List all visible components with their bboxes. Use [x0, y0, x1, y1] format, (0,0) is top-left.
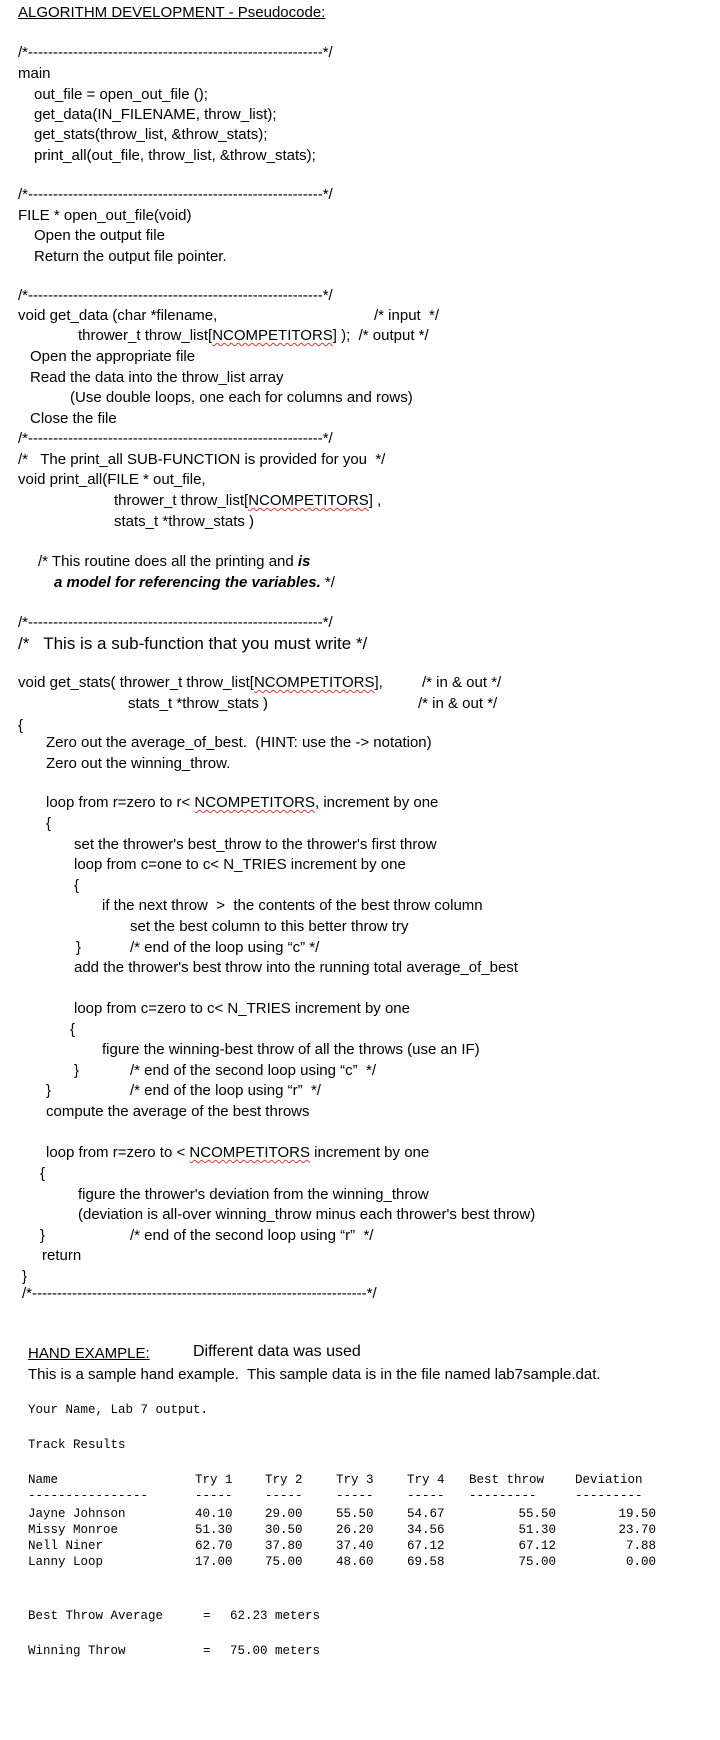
code-line: (deviation is all-over winning_throw minus each thrower's best throw) [78, 1206, 536, 1223]
param-comment: /* in & out */ [422, 674, 502, 691]
note-emphasis: is [297, 553, 311, 570]
column-header: Try 3 [336, 1473, 374, 1487]
separator-comment: /*-----------------------------------------------------------*/ [18, 614, 333, 631]
code-line: get_data(IN_FILENAME, throw_list); [34, 106, 277, 123]
note-line [54, 573, 335, 593]
best-throw-value: 75.00 [518, 1555, 556, 1569]
function-signature [114, 491, 381, 511]
deviation-value: 23.70 [618, 1523, 656, 1537]
code-comment: /* end of the second loop using “c” */ [130, 1062, 376, 1079]
code-line: set the best column to this better throw try [130, 918, 409, 935]
separator-comment: /*-------------------------------------------------------------------*/ [22, 1285, 377, 1302]
param-comment: /* input */ [374, 307, 440, 324]
column-rule: ---------------- [28, 1489, 149, 1503]
code-comment: /* end of the second loop using “r” */ [130, 1227, 374, 1244]
try-value: 48.60 [336, 1555, 374, 1569]
separator-comment: /*-----------------------------------------------------------*/ [18, 44, 333, 61]
code-line: compute the average of the best throws [46, 1103, 310, 1120]
main-label: main [18, 65, 51, 82]
code-line: Close the file [30, 410, 117, 427]
brace: } [40, 1227, 46, 1244]
brace: } [76, 939, 82, 956]
try-value: 34.56 [407, 1523, 445, 1537]
code-line: (Use double loops, one each for columns and rows) [70, 389, 413, 406]
column-header: Deviation [575, 1473, 643, 1487]
best-throw-value: 51.30 [518, 1523, 556, 1537]
code-line: get_stats(throw_list, &throw_stats); [34, 126, 268, 143]
sig-text: void get_stats( thrower_t throw_list[ [18, 674, 254, 691]
try-value: 37.80 [265, 1539, 303, 1553]
best-throw-value: 55.50 [518, 1507, 556, 1521]
code-line [46, 793, 438, 813]
brace: } [46, 1082, 52, 1099]
function-signature: stats_t *throw_stats ) [114, 513, 255, 530]
try-value: 37.40 [336, 1539, 374, 1553]
spellcheck-token: NCOMPETITORS [194, 794, 315, 811]
code-line: if the next throw > the contents of the best throw column [102, 897, 483, 914]
note-line [38, 552, 310, 572]
try-value: 26.20 [336, 1523, 374, 1537]
separator-comment: /*-----------------------------------------------------------*/ [18, 287, 333, 304]
best-throw-value: 67.12 [518, 1539, 556, 1553]
spellcheck-token: NCOMPETITORS [189, 1144, 310, 1161]
try-value: 51.30 [195, 1523, 233, 1537]
try-value: 67.12 [407, 1539, 445, 1553]
thrower-name: Jayne Johnson [28, 1507, 126, 1521]
thrower-name: Lanny Loop [28, 1555, 104, 1569]
average-label: Best Throw Average [28, 1609, 164, 1623]
output-header: Your Name, Lab 7 output. [28, 1403, 209, 1417]
code-line: out_file = open_out_file (); [34, 86, 208, 103]
code-comment: /* end of the loop using “c” */ [130, 939, 320, 956]
function-signature [18, 673, 383, 693]
try-value: 17.00 [195, 1555, 233, 1569]
separator-comment: /*-----------------------------------------------------------*/ [18, 430, 333, 447]
average-value: 62.23 meters [230, 1609, 321, 1623]
code-line: add the thrower's best throw into the running total average_of_best [74, 959, 518, 976]
column-header: Best throw [469, 1473, 545, 1487]
brace: { [18, 717, 24, 734]
note-emphasis: a model for referencing the variables. [54, 574, 321, 591]
winning-throw-equals: = [203, 1644, 211, 1658]
function-signature: stats_t *throw_stats ) [128, 695, 269, 712]
try-value: 29.00 [265, 1507, 303, 1521]
deviation-value: 0.00 [625, 1555, 656, 1569]
code-line: Open the appropriate file [30, 348, 196, 365]
try-value: 62.70 [195, 1539, 233, 1553]
code-line: figure the thrower's deviation from the winning_throw [78, 1186, 429, 1203]
winning-throw-label: Winning Throw [28, 1644, 126, 1658]
sig-text: ], [374, 674, 383, 691]
column-rule: --------- [469, 1489, 537, 1503]
code-text: increment by one [309, 1144, 430, 1161]
code-line: Zero out the average_of_best. (HINT: use the -> notation) [46, 734, 432, 751]
try-value: 69.58 [407, 1555, 445, 1569]
sig-text: ] , [368, 492, 382, 509]
winning-throw-value: 75.00 meters [230, 1644, 321, 1658]
column-rule: ----- [195, 1489, 233, 1503]
code-line: return [42, 1247, 82, 1264]
brace: } [74, 1062, 80, 1079]
code-line: print_all(out_file, throw_list, &throw_stats); [34, 147, 316, 164]
brace: { [74, 877, 80, 894]
code-line: loop from c=zero to c< N_TRIES increment by one [74, 1000, 410, 1017]
average-equals: = [203, 1609, 211, 1623]
note-text: /* This routine does all the printing and [38, 553, 298, 570]
section-comment: /* This is a sub-function that you must write */ [18, 634, 368, 653]
deviation-value: 7.88 [625, 1539, 656, 1553]
column-header: Try 4 [407, 1473, 445, 1487]
code-line: Open the output file [34, 227, 165, 244]
brace: { [70, 1021, 76, 1038]
brace: { [46, 815, 52, 832]
section-comment: /* The print_all SUB-FUNCTION is provided for you */ [18, 451, 386, 468]
sig-text: ] ); /* output */ [332, 327, 429, 344]
column-rule: ----- [265, 1489, 303, 1503]
separator-comment: /*-----------------------------------------------------------*/ [18, 186, 333, 203]
code-line: set the thrower's best_throw to the thrower's first throw [74, 836, 437, 853]
sig-text: thrower_t throw_list[ [114, 492, 249, 509]
code-text: , increment by one [314, 794, 439, 811]
brace: } [22, 1268, 28, 1285]
column-rule: --------- [575, 1489, 643, 1503]
code-line: loop from c=one to c< N_TRIES increment by one [74, 856, 406, 873]
function-signature: FILE * open_out_file(void) [18, 207, 192, 224]
code-line: Zero out the winning_throw. [46, 755, 231, 772]
sig-text: thrower_t throw_list[ [78, 327, 213, 344]
try-value: 75.00 [265, 1555, 303, 1569]
hand-example-description: This is a sample hand example. This sample data is in the file named lab7sample.dat. [28, 1366, 601, 1383]
code-comment: /* end of the loop using “r” */ [130, 1082, 321, 1099]
function-signature: void print_all(FILE * out_file, [18, 471, 206, 488]
code-line: Return the output file pointer. [34, 248, 227, 265]
column-header: Name [28, 1473, 59, 1487]
hand-example-title: HAND EXAMPLE: [28, 1345, 150, 1362]
output-title: Track Results [28, 1438, 126, 1452]
code-text: loop from r=zero to < [46, 1144, 190, 1161]
function-signature [78, 326, 429, 346]
brace: { [40, 1165, 46, 1182]
try-value: 55.50 [336, 1507, 374, 1521]
code-line [46, 1143, 429, 1163]
thrower-name: Nell Niner [28, 1539, 104, 1553]
note-text: */ [320, 574, 335, 591]
code-line: figure the winning-best throw of all the throws (use an IF) [102, 1041, 480, 1058]
deviation-value: 19.50 [618, 1507, 656, 1521]
column-header: Try 2 [265, 1473, 303, 1487]
try-value: 40.10 [195, 1507, 233, 1521]
column-header: Try 1 [195, 1473, 233, 1487]
spellcheck-token: NCOMPETITORS [248, 492, 369, 509]
column-rule: ----- [407, 1489, 445, 1503]
try-value: 30.50 [265, 1523, 303, 1537]
hand-example-note: Different data was used [193, 1343, 361, 1360]
function-signature: void get_data (char *filename, [18, 307, 218, 324]
param-comment: /* in & out */ [418, 695, 498, 712]
code-line: Read the data into the throw_list array [30, 369, 284, 386]
spellcheck-token: NCOMPETITORS [212, 327, 333, 344]
thrower-name: Missy Monroe [28, 1523, 119, 1537]
column-rule: ----- [336, 1489, 374, 1503]
spellcheck-token: NCOMPETITORS [253, 674, 375, 691]
try-value: 54.67 [407, 1507, 445, 1521]
page-heading: ALGORITHM DEVELOPMENT - Pseudocode: [18, 4, 326, 21]
code-text: loop from r=zero to r< [46, 794, 195, 811]
